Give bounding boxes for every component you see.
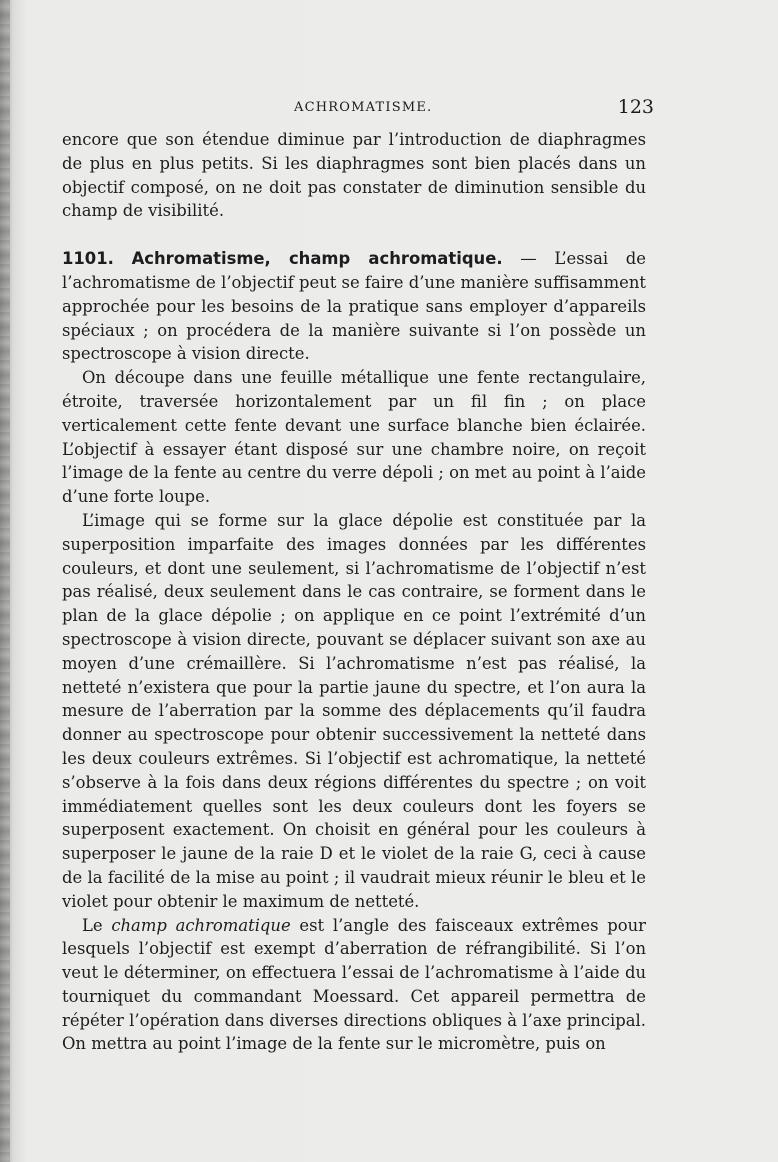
- page-header: [62, 96, 654, 120]
- paragraph-lead: Le: [82, 915, 112, 935]
- italic-term: champ achromatique: [111, 915, 291, 935]
- section-number: 1101.: [62, 249, 114, 269]
- book-binding-edge: [0, 0, 10, 1162]
- body-text: [62, 128, 646, 1056]
- paragraph-continuation: encore que son étendue diminue par l’introduction de diaphragmes de plus en plus petits. Si les diaphragmes sont bien placés dans un objectif composé, on ne doit pas constater de diminution sensible du champ de visibilité.: [62, 130, 646, 221]
- section-title: Achromatisme, champ achromatique.: [131, 249, 503, 269]
- paragraph: [62, 914, 646, 1057]
- paragraph: L’image qui se forme sur la glace dépolie est constituée par la superposition imparfaite des images données par les différentes couleurs, et dont une seulement, si l’achromatisme de l’objectif n’est pas réalisé, deux seulement dans le cas contraire, se forment dans le plan de la glace dépolie ; on applique en ce point l’extrémité d’un spectroscope à vision directe, pouvant se déplacer suivant son axe au moyen d’une crémaillère. Si l’achromatisme n’est pas réalisé, la netteté n’existera que pour la partie jaune du spectre, et l’on aura la mesure de l’aberration par la somme des déplacements qu’il faudra donner au spectroscope pour obtenir successivement la netteté dans les deux couleurs extrêmes. Si l’objectif est achromatique, la netteté s’observe à la fois dans deux régions différentes du spectre ; on voit immédiatement quelles sont les deux couleurs dont les foyers se superposent exactement. On choisit en général pour les couleurs à superposer le jaune de la raie D et le violet de la raie G, ceci à cause de la facilité de la mise au point ; il vaudrait mieux réunir le bleu et le violet pour obtenir le maximum de netteté.: [62, 510, 646, 911]
- paragraph: On découpe dans une feuille métallique une fente rectangulaire, étroite, traversée horizontalement par un fil fin ; on place verticalement cette fente devant une surface blanche bien éclairée. L’objectif à essayer étant disposé sur une chambre noire, on reçoit l’image de la fente au centre du verre dépoli ; on met au point à l’aide d’une forte loupe.: [62, 368, 646, 507]
- paragraph-text: est l’angle des faisceaux extrêmes pour lesquels l’objectif est exempt d’aberration de réfrangibilité. Si l’on veut le déterminer, on effectuera l’essai de l’achromatisme à l’aide du tourniquet du commandant Moessard. Cet appareil permettra de répéter l’opération dans diverses directions obliques à l’axe principal. On mettra au point l’image de la fente sur le micromètre, puis on: [62, 915, 646, 1054]
- running-title: ACHROMATISME.: [294, 100, 433, 115]
- page-number: 123: [617, 96, 654, 118]
- section-paragraph: [62, 247, 646, 366]
- section-text: — L’essai de l’achromatisme de l’objectif peut se faire d’une manière suffisamment approchée pour les besoins de la pratique sans employer d’appareils spéciaux ; on procédera de la manière suivante si l’on possède un spectroscope à vision directe.: [62, 249, 646, 364]
